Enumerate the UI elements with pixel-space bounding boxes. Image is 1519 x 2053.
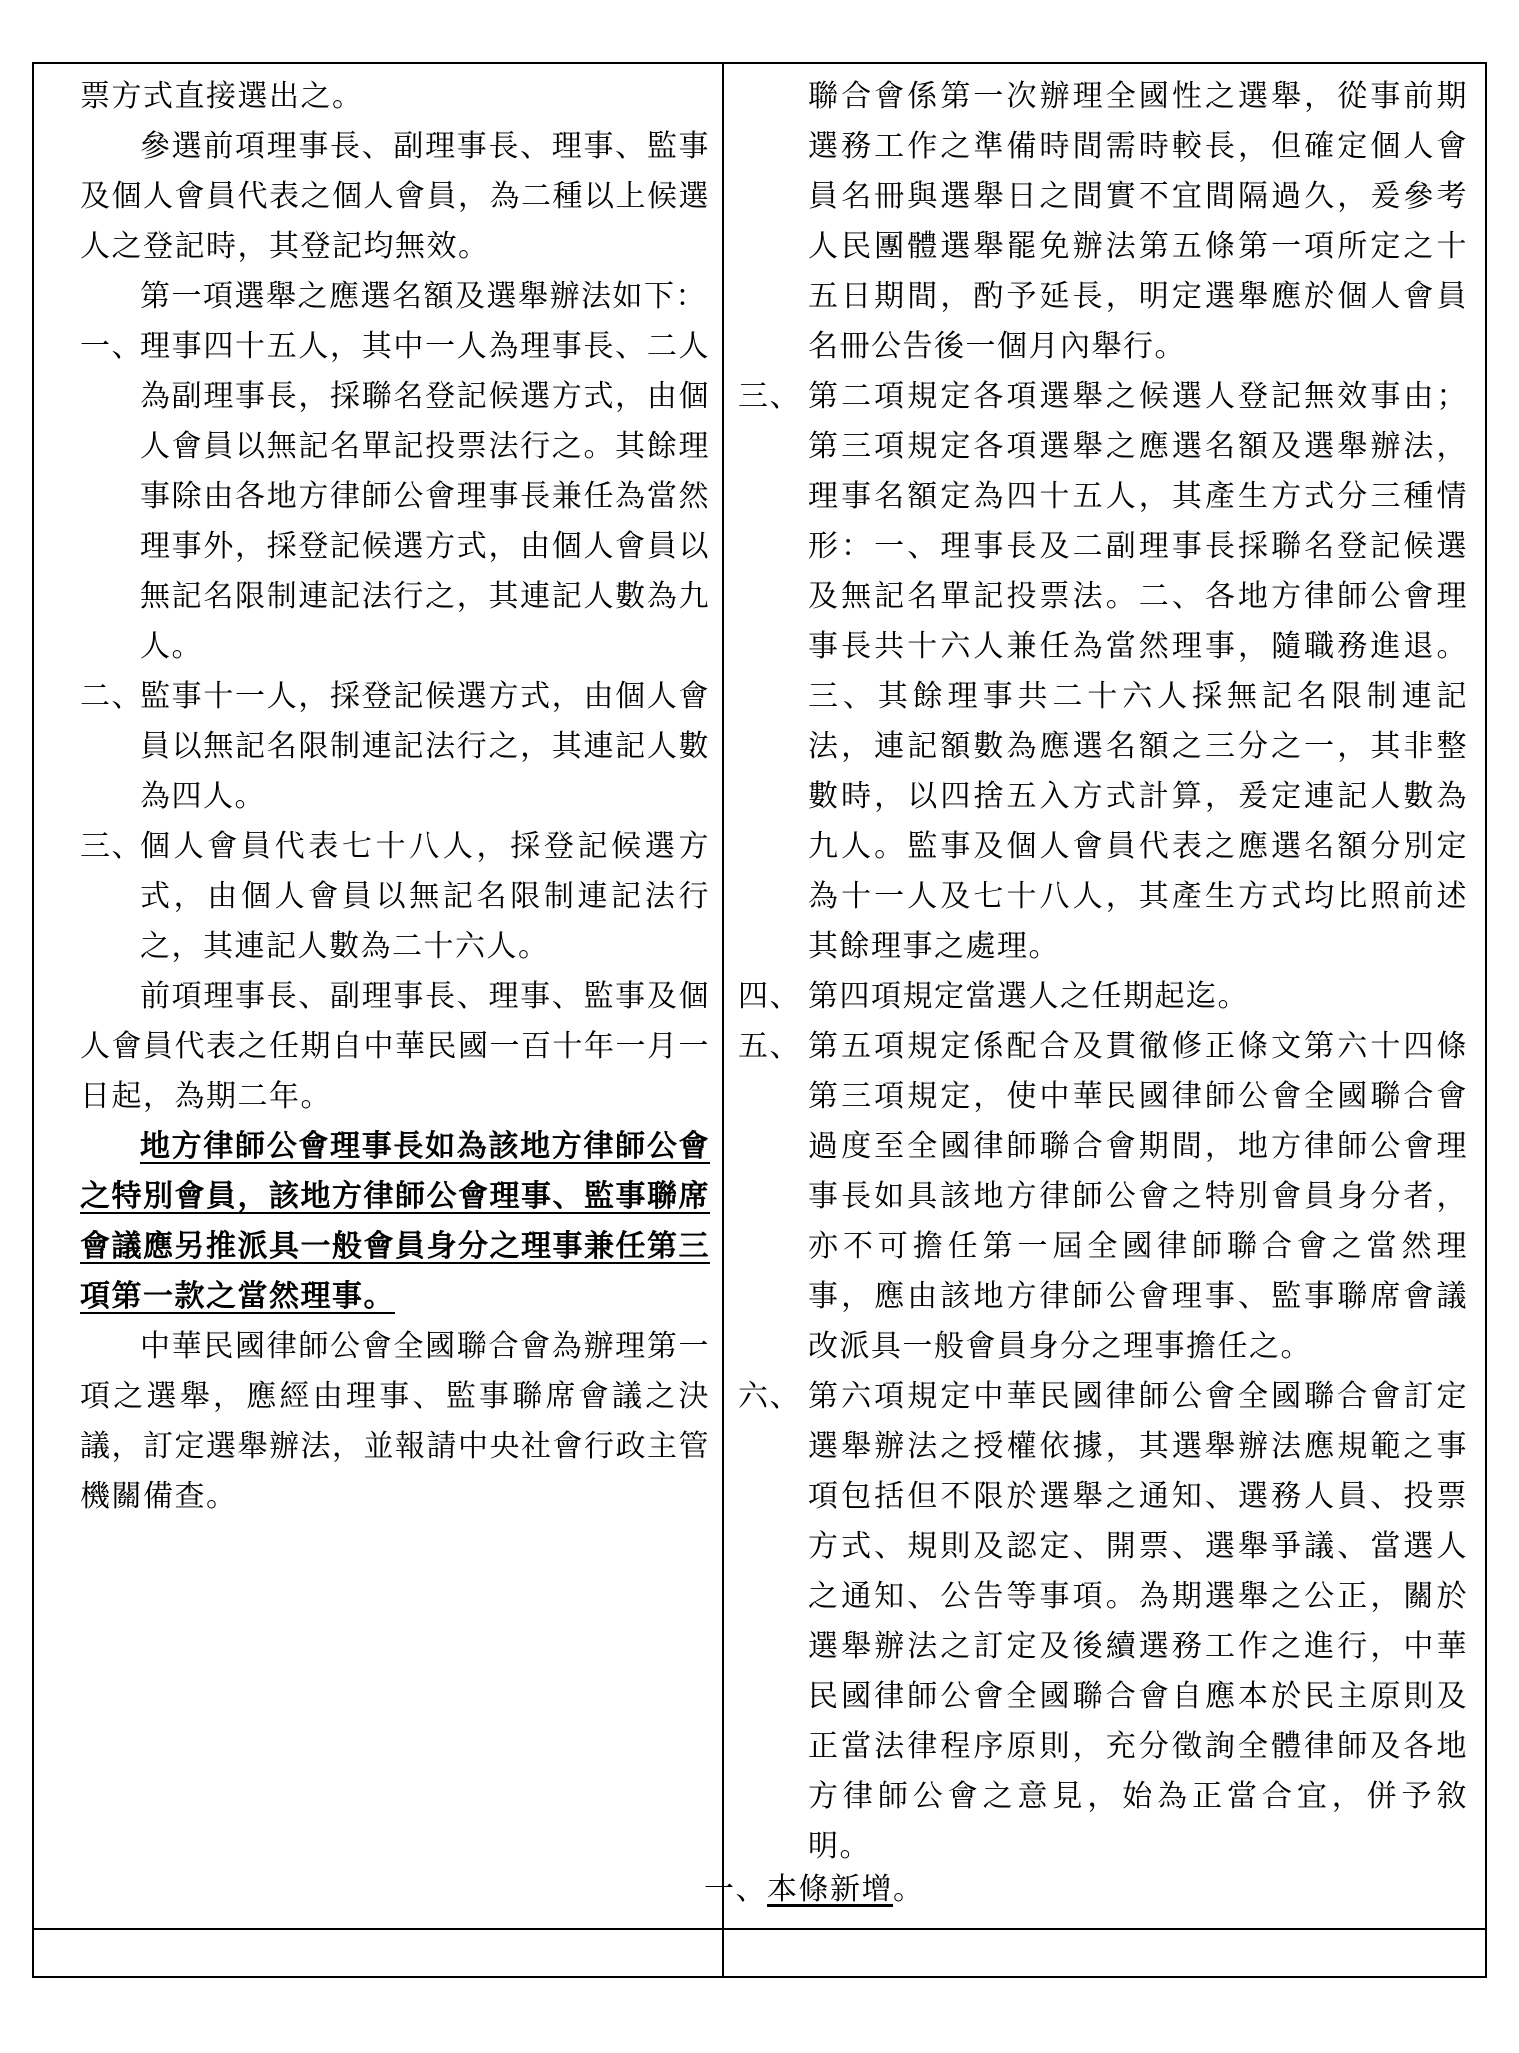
right-column-text: [738, 72, 1468, 1872]
note-text: 本條新增: [767, 1872, 893, 1907]
item-text: 第六項規定中華民國律師公會全國聯合會訂定選舉辦法之授權依據，其選舉辦法應規範之事項包括但不限於選舉之通知、選務人員、投票方式、規則及認定、開票、選舉爭議、當選人之通知、公告等事項。為期選舉之公正，關於選舉辦法之訂定及後續選務工作之進行，中華民國律師公會全國聯合會自應本於民主原則及正當法律程序原則，充分徵詢全體律師及各地方律師公會之意見，始為正當合宜，併予敘明。: [808, 1379, 1468, 1864]
item-text: 個人會員代表七十八人，採登記候選方式，由個人會員以無記名限制連記法行之，其連記人數為二十六人。: [140, 829, 710, 964]
paragraph: 參選前項理事長、副理事長、理事、監事及個人會員代表之個人會員，為二種以上候選人之登記時，其登記均無效。: [80, 129, 710, 264]
item-number: 三、: [80, 829, 143, 864]
item-number: 一、: [80, 329, 143, 364]
comparison-table: [32, 62, 1487, 1978]
item-text: 第五項規定係配合及貫徹修正條文第六十四條第三項規定，使中華民國律師公會全國聯合會過度至全國律師聯合會期間，地方律師公會理事長如具該地方律師公會之特別會員身分者，亦不可擔任第一屆全國律師聯合會之當然理事，應由該地方律師公會理事、監事聯席會議改派具一般會員身分之理事擔任之。: [808, 1029, 1468, 1364]
list-item: [738, 1372, 1468, 1872]
note-end: 。: [893, 1872, 925, 1907]
list-item: [80, 322, 710, 672]
item-number: 一、: [704, 1872, 767, 1907]
paragraph: 中華民國律師公會全國聯合會為辦理第一項之選舉，應經由理事、監事聯席會議之決議，訂定選舉辦法，並報請中央社會行政主管機關備查。: [80, 1329, 710, 1514]
item-text: 監事十一人，採登記候選方式，由個人會員以無記名限制連記法行之，其連記人數為四人。: [140, 679, 710, 814]
item-text: 理事四十五人，其中一人為理事長、二人為副理事長，採聯名登記候選方式，由個人會員以無記名單記投票法行之。其餘理事除由各地方律師公會理事長兼任為當然理事外，採登記候選方式，由個人會員以無記名限制連記法行之，其連記人數為九人。: [140, 329, 710, 664]
paragraph: 前項理事長、副理事長、理事、監事及個人會員代表之任期自中華民國一百十年一月一日起，為期二年。: [80, 979, 710, 1114]
list-item: [738, 372, 1468, 972]
list-item: [80, 822, 710, 972]
list-item: [80, 672, 710, 822]
item-number: 五、: [738, 1029, 801, 1064]
left-column-text: [80, 72, 710, 1522]
column-divider: [722, 64, 724, 1976]
item-number: 六、: [738, 1379, 801, 1414]
item-number: 二、: [80, 679, 143, 714]
list-item: [738, 1022, 1468, 1372]
bottom-note: [704, 1867, 925, 1913]
item-text: 第四項規定當選人之任期起迄。: [808, 979, 1249, 1014]
paragraph: 聯合會係第一次辦理全國性之選舉，從事前期選務工作之準備時間需時較長，但確定個人會員名冊與選舉日之間實不宜間隔過久，爰參考人民團體選舉罷免辦法第五條第一項所定之十五日期間，酌予延長，明定選舉應於個人會員名冊公告後一個月內舉行。: [808, 79, 1468, 364]
paragraph: 票方式直接選出之。: [80, 79, 364, 114]
item-number: 四、: [738, 979, 801, 1014]
list-item: [738, 972, 1468, 1022]
item-number: 三、: [738, 379, 801, 414]
row-divider: [34, 1928, 1485, 1930]
item-text: 第二項規定各項選舉之候選人登記無效事由；第三項規定各項選舉之應選名額及選舉辦法，理事名額定為四十五人，其產生方式分三種情形：一、理事長及二副理事長採聯名登記候選及無記名單記投票法。二、各地方律師公會理事長共十六人兼任為當然理事，隨職務進退。三、其餘理事共二十六人採無記名限制連記法，連記額數為應選名額之三分之一，其非整數時，以四捨五入方式計算，爰定連記人數為九人。監事及個人會員代表之應選名額分別定為十一人及七十八人，其產生方式均比照前述其餘理事之處理。: [808, 379, 1468, 964]
amended-paragraph: 地方律師公會理事長如為該地方律師公會之特別會員，該地方律師公會理事、監事聯席會議應另推派具一般會員身分之理事兼任第三項第一款之當然理事。: [80, 1129, 710, 1314]
paragraph: 第一項選舉之應選名額及選舉辦法如下：: [140, 279, 707, 314]
